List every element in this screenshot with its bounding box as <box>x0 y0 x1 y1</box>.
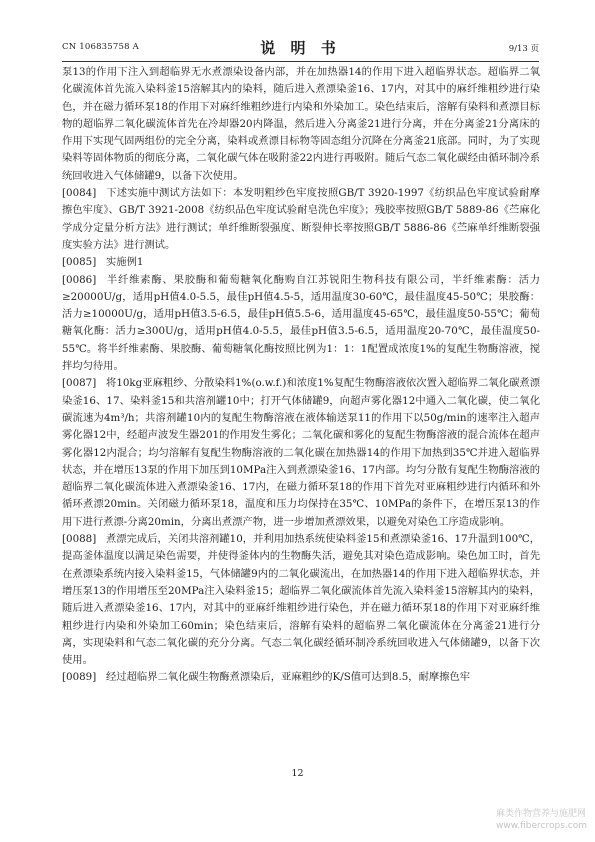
page-header <box>62 40 539 58</box>
paragraph-number: [0085] <box>62 256 97 269</box>
paragraph-number: [0086] <box>62 273 97 286</box>
paragraph-text: 将10kg亚麻粗纱、分散染料1%(o.w.f.)和浓度1%复配生物酶溶液依次置入超临界二氧化碳煮漂染釜16、17、染料釜15和共溶剂罐10中；打开气体储罐9，向超声雾化器12中通入二氧化碳，使二氧化碳流速为4m³/h；共溶剂罐10内的复配生物酶溶液在液体输送泵11的作用下以50g/min的速率注入超声雾化器12中，经超声波发生器201的作用发生雾化；二氧化碳和雾化的复配生物酶溶液的混合流体在超声雾化器12内混合；均匀溶解有复配生物酶溶液的二氧化碳在加热器14的作用下加热到35℃并进入超临界状态，并在增压13泵的作用下加压到10MPa注入到煮漂染釜16、17内部。均匀分散有复配生物酶溶液的超临界二氧化碳流体进入煮漂染釜16、17内，在磁力循环泵18的作用下首先对亚麻粗纱进行内循环和外循环煮漂20min。关闭磁力循环泵18，温度和压力均保持在35℃、10MPa的条件下，在增压泵13的作用下进行煮漂-分离20min，分离出煮漂产物，进一步增加煮漂效果，以避免对染色工序造成影响。 <box>62 377 540 528</box>
header-rule <box>62 61 539 62</box>
watermark <box>496 808 587 832</box>
paragraph-text: 煮漂完成后，关闭共溶剂罐10，并利用加热系统使染料釜15和煮漂染釜16、17升温到100℃，提高釜体温度以满足染色需要，并使得釜体内的生物酶失活，避免其对染色造成影响。染色加工时，首先在煮漂染系统内接入染料釜15，气体储罐9内的二氧化碳流出，在加热器14的作用下进入超临界状态，并增压泵13的作用增压至20MPa注入染料釜15；超临界二氧化碳流体首先流入染料釜15溶解其内的染料，随后进入煮漂染釜16、17内，对其中的亚麻纤维粗纱进行染色，并在磁力循环泵18的作用下对亚麻纤维粗纱进行内染和外染加工60min；染色结束后，溶解有染料的超临界二氧化碳流体在分离釜21进行分离，实现染料和气态二氧化碳的充分分离。气态二氧化碳经循环制冷系统回收进入气体储罐9，以备下次使用。 <box>62 533 540 667</box>
document-id: CN 106835758 A <box>62 42 139 52</box>
body-text <box>62 64 540 687</box>
paragraph-text: 经过超临界二氧化碳生物酶煮漂染后，亚麻粗纱的K/S值可达到8.5，耐摩擦色牢 <box>106 671 471 684</box>
paragraph-text: 实施例1 <box>106 256 144 269</box>
paragraph-text: 半纤维素酶、果胶酶和葡萄糖氧化酶购自江苏锐阳生物科技有限公司，半纤维素酶：活力≥20000U/g，适用pH值4.0-5.5，最佳pH值4.5-5，适用温度30-60℃，最佳温度45-50℃；果胶酶：活力≥10000U/g，适用pH值3.5-6.5，最佳pH值5.5-6，适用温度45-65℃，最佳温度50-55℃；葡萄糖氧化酶：活力≥300U/g，适用pH值4.0-5.5，最佳pH值3.5-6.5，适用温度20-70℃，最佳温度50-55℃。将半纤维素酶、果胶酶、葡萄糖氧化酶按照比例为1：1：1配置成浓度1%的复配生物酶溶液，搅拌均匀待用。 <box>62 273 540 373</box>
paragraph-0085 <box>62 254 540 271</box>
paragraph-text: 下述实施中测试方法如下：本发明粗纱色牢度按照GB/T 3920-1997《纺织品色牢度试验耐摩擦色牢度》、GB/T 3921-2008《纺织品色牢度试验耐皂洗色牢度》；残胶率按照GB/T 5889-86《苎麻化学成分定量分析方法》进行测试；单纤维断裂强度、断裂伸长率按照GB/T 5886-86《苎麻单纤维断裂强度实验方法》进行测试。 <box>62 187 540 251</box>
paragraph-continued <box>62 64 540 185</box>
paragraph-0086 <box>62 272 540 376</box>
page-number: 12 <box>291 768 304 779</box>
paragraph-0088 <box>62 531 540 669</box>
document-title: 说 明 书 <box>260 39 341 57</box>
paragraph-text: 泵13的作用下注入到超临界无水煮漂染设备内部，并在加热器14的作用下进入超临界状态。超临界二氧化碳流体首先流入染料釜15溶解其内的染料，随后进入煮漂染釜16、17内，对其中的麻纤维粗纱进行染色，并在磁力循环泵18的作用下对麻纤维粗纱进行内染和外染加工。染色结束后，溶解有染料和煮漂目标物的超临界二氧化碳流体首先在冷却器20内降温，然后进入分离釜21进行分离，并在分离釜21分离床的作用下实现气固两组份的完全分离，染料或煮漂目标物等固态组分沉降在分离釜21底部。同时，为了实现染料等固体物质的彻底分离，二氧化碳气体在吸附釜22内进行再吸附。随后气态二氧化碳经由循环制冷系统回收进入气体储罐9，以备下次使用。 <box>62 66 540 182</box>
paragraph-number: [0087] <box>62 377 97 390</box>
watermark-line1: 麻类作物营养与施肥网 <box>496 809 587 819</box>
paragraph-0084 <box>62 185 540 254</box>
paragraph-number: [0084] <box>62 187 97 200</box>
page-info: 9/13 页 <box>508 44 539 54</box>
paragraph-number: [0088] <box>62 533 97 546</box>
paragraph-0089 <box>62 669 540 686</box>
paragraph-0087 <box>62 375 540 531</box>
paragraph-number: [0089] <box>62 671 97 684</box>
watermark-line2: www.fibercrops.com <box>496 821 587 831</box>
